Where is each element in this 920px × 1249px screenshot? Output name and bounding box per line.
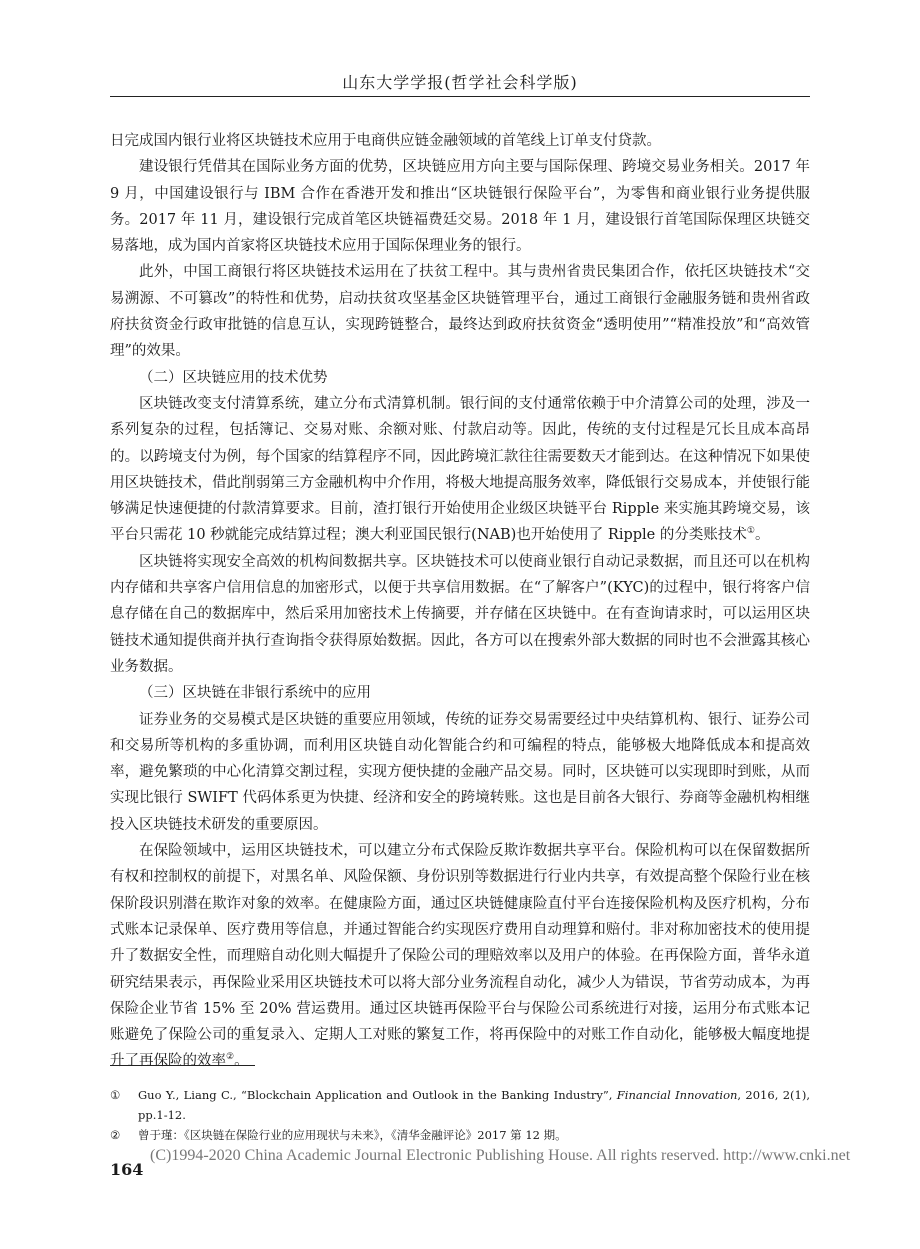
paragraph-securities: 证券业务的交易模式是区块链的重要应用领域，传统的证券交易需要经过中央结算机构、银行、证券公司和交易所等机构的多重协调，而利用区块链自动化智能合约和可编程的特点，能够极大地降低成本和提高效率，避免繁琐的中心化清算交割过程，实现方便快捷的金融产品交易。同时，区块链可以实现即时到账，从而实现比银行 SWIFT 代码体系更为快捷、经济和安全的跨境转账。这也是目前各大银行、券商等金融机构相继投入区块链技术研发的重要原因。 [110,711,810,833]
footnote-1-text [138,1085,810,1125]
footnote-divider [110,1065,255,1066]
paragraph-continuation: 日完成国内银行业将区块链技术应用于电商供应链金融领域的首笔线上订单支付贷款。 [110,133,661,149]
footnote-1 [110,1085,810,1125]
sentence-end: 。 [234,1053,249,1070]
article-body [110,128,810,1075]
section-heading-technical-advantages: （二）区块链应用的技术优势 [139,369,328,386]
paragraph-payment-clearing [110,391,810,549]
section-heading-non-bank: （三）区块链在非银行系统中的应用 [139,685,371,702]
header-divider [110,96,810,97]
footnote-1-volume-pages: , 2016, 2(1), pp.1-12. [138,1088,810,1122]
paragraph-payment-clearing-text: 区块链改变支付清算系统，建立分布式清算机制。银行间的支付通常依赖于中介清算公司的处理，涉及一系列复杂的过程，包括簿记、交易对账、余额对账、付款启动等。因此，传统的支付过程是冗长且成本高昂的。以跨境支付为例，每个国家的结算程序不同，因此跨境汇款往往需要数天才能到达。在这种情况下如果使用区块链技术，借此削弱第三方金融机构中介作用，将极大地提高服务效率，降低银行交易成本，并使银行能够满足快速便捷的付款清算要求。目前，渣打银行开始使用企业级区块链平台 Ripple 来实施其跨境交易，该平台只需花 10 秒就能完成结算过程；澳大利亚国民银行(NAB)也开始使用了 Ripple 的分类账技术 [110,395,810,544]
paragraph-insurance [110,838,810,1075]
footnote-2 [110,1125,810,1145]
footnote-mark: ② [110,1128,121,1142]
paragraph-icbc: 此外，中国工商银行将区块链技术运用在了扶贫工程中。其与贵州省贵民集团合作，依托区块链技术“交易溯源、不可篡改”的特性和优势，启动扶贫攻坚基金区块链管理平台，通过工商银行金融服务链和贵州省政府扶贫资金行政审批链的信息互认，实现跨链整合，最终达到政府扶贫资金“透明使用”“精准投放”和“高效管理”的效果。 [110,264,810,360]
paragraph-data-sharing: 区块链将实现安全高效的机构间数据共享。区块链技术可以使商业银行自动记录数据，而且还可以在机构内存储和共享客户信用信息的加密形式，以便于共享信用数据。在“了解客户”(KYC)的过程中，银行将客户信息存储在自己的数据库中，然后采用加密技术上传摘要，并存储在区块链中。在有查询请求时，可以运用区块链技术通知提供商并执行查询指令获得原始数据。因此，各方可以在搜索外部大数据的同时也不会泄露其核心业务数据。 [110,553,810,675]
sentence-end: 。 [754,527,770,544]
footnote-1-journal: Financial Innovation [616,1088,738,1102]
footnote-ref-2[interactable]: ② [226,1052,235,1063]
paragraph-insurance-text: 在保险领域中，运用区块链技术，可以建立分布式保险反欺诈数据共享平台。保险机构可以在保留数据所有权和控制权的前提下，对黑名单、风险保额、身份识别等数据进行行业内共享，有效提高整个保险行业在核保阶段识别潜在欺诈对象的效率。在健康险方面，通过区块链健康险直付平台连接保险机构及医疗机构，分布式账本记录保单、医疗费用等信息，并通过智能合约实现医疗费用自动理算和赔付。非对称加密技术的使用提升了数据安全性，而理赔自动化则大幅提升了保险公司的理赔效率以及用户的体验。在再保险方面，普华永道研究结果表示，再保险业采用区块链技术可以将大部分业务流程自动化，减少人为错误，节省劳动成本，为再保险企业节省 15% 至 20% 营运费用。通过区块链再保险平台与保险公司系统进行对接，运用分布式账本记账避免了保险公司的重复录入、定期人工对账的繁复工作，将再保险中的对账工作自动化，能够极大幅度地提升了再保险的效率 [110,843,810,1070]
footnote-1-authors-title: Guo Y., Liang C., “Blockchain Application and Outlook in the Banking Industry”, [138,1088,617,1102]
journal-running-header: 山东大学学报(哲学社会科学版) [342,73,578,92]
footnote-2-text: 曾于瑾：《区块链在保险行业的应用现状与未来》，《清华金融评论》2017 第 12 期。 [138,1128,567,1142]
footnote-mark: ① [110,1088,121,1102]
page-number: 164 [110,1160,144,1179]
footnote-ref-1[interactable]: ① [746,526,755,537]
copyright-notice: (C)1994-2020 China Academic Journal Electronic Publishing House. All rights reserved. http://www.cnki.net [150,1147,851,1164]
paragraph-ccb: 建设银行凭借其在国际业务方面的优势，区块链应用方向主要与国际保理、跨境交易业务相关。2017 年 9 月，中国建设银行与 IBM 合作在香港开发和推出“区块链银行保险平台”，为零售和商业银行业务提供服务。2017 年 11 月，建设银行完成首笔区块链福费廷交易。2018 年 1 月，建设银行首笔国际保理区块链交易落地，成为国内首家将区块链技术应用于国际保理业务的银行。 [110,159,810,255]
footnotes [110,1085,810,1145]
